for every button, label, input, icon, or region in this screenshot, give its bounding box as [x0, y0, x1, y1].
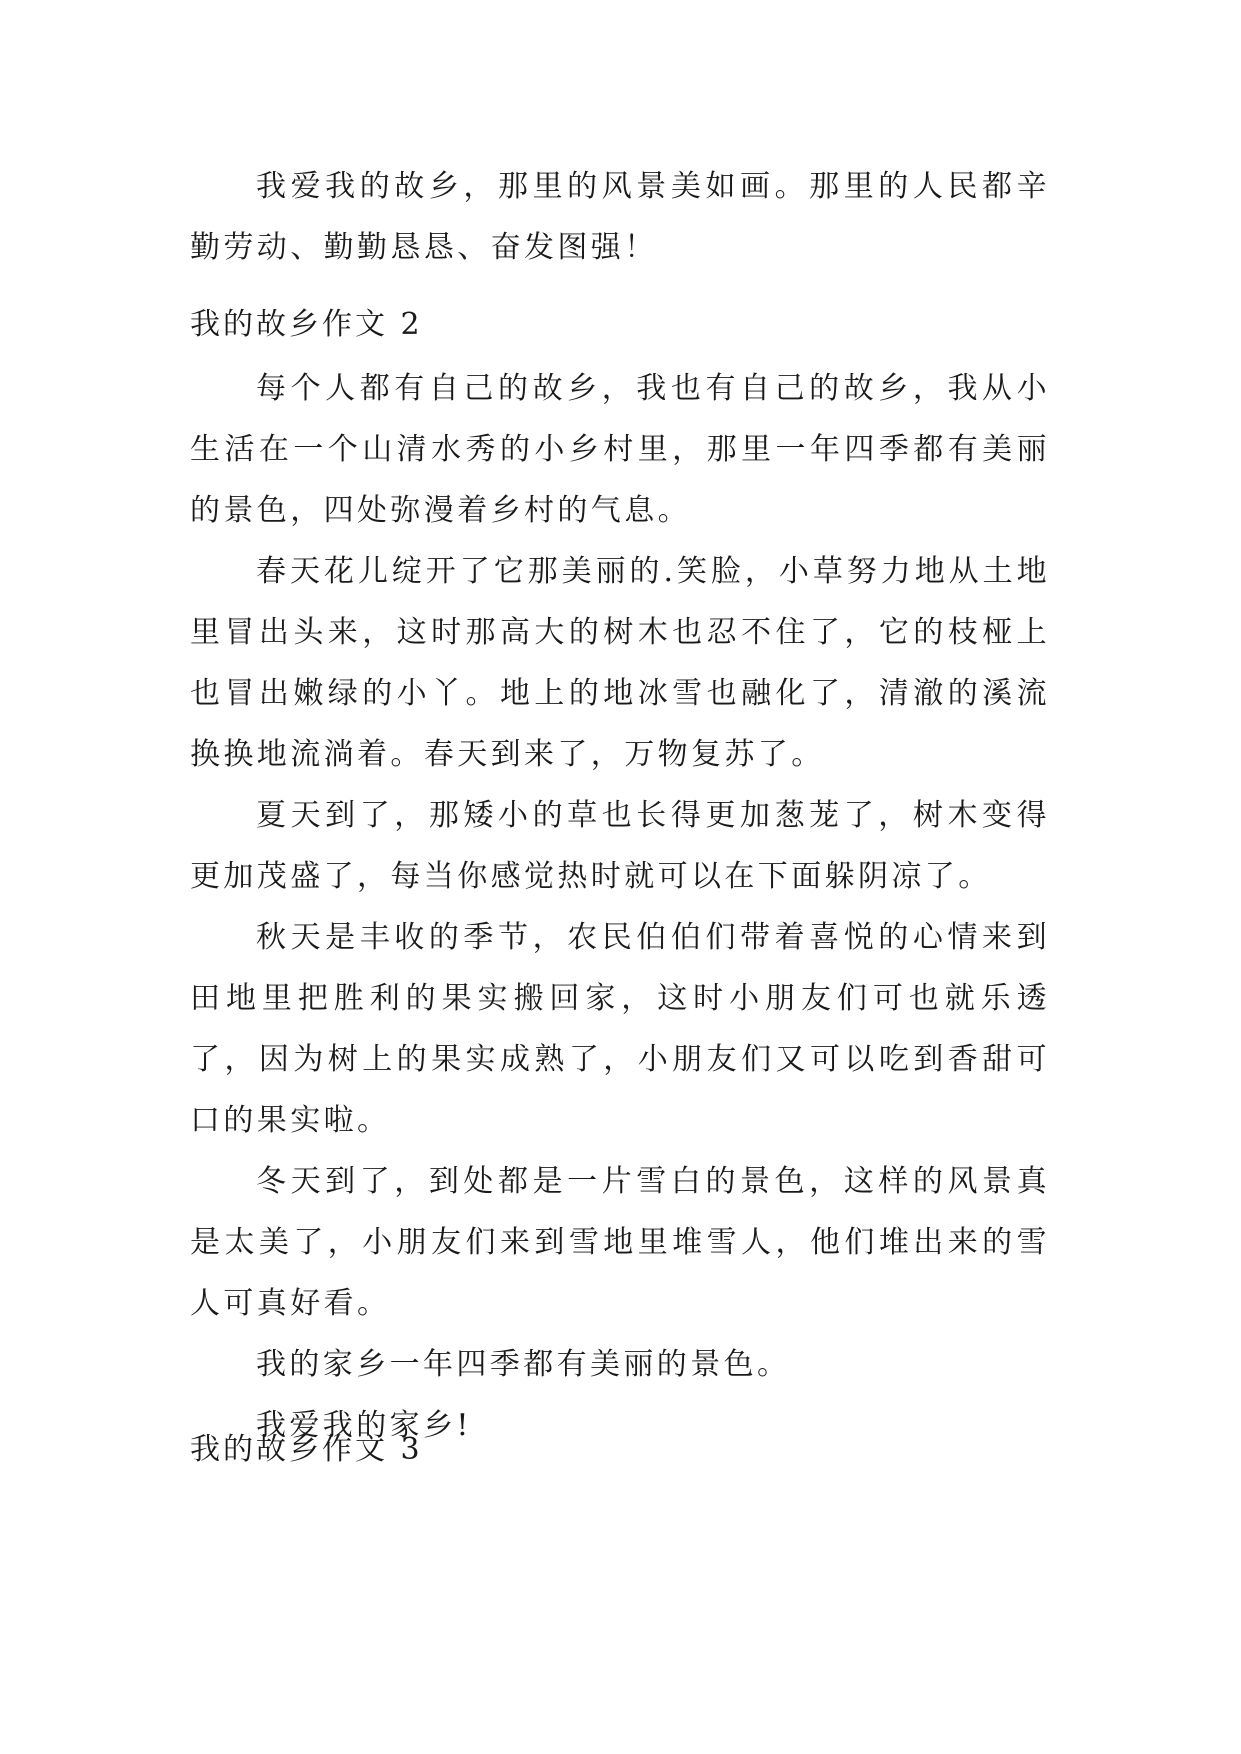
section-2-body: [190, 358, 1050, 1456]
section-1-body: [190, 156, 1050, 278]
paragraph: 我爱我的故乡，那里的风景美如画。那里的人民都辛勤劳动、勤勤恳恳、奋发图强！: [190, 169, 1050, 265]
paragraph: 我爱我的家乡!: [256, 1408, 472, 1443]
paragraph: 春天花儿绽开了它那美丽的.笑脸，小草努力地从土地里冒出头来，这时那高大的树木也忍不住了，它的枝桠上也冒出嫩绿的小丫。地上的地冰雪也融化了，清澈的溪流换换地流淌着。春天到来了，万物复苏了。: [190, 554, 1050, 772]
paragraph: 每个人都有自己的故乡，我也有自己的故乡，我从小生活在一个山清水秀的小乡村里，那里一年四季都有美丽的景色，四处弥漫着乡村的气息。: [190, 371, 1050, 528]
paragraph: 夏天到了，那矮小的草也长得更加葱茏了，树木变得更加茂盛了，每当你感觉热时就可以在下面躲阴凉了。: [190, 798, 1050, 894]
section-2-title: 我的故乡作文 2: [190, 307, 423, 342]
paragraph: 秋天是丰收的季节，农民伯伯们带着喜悦的心情来到田地里把胜利的果实搬回家，这时小朋友们可也就乐透了，因为树上的果实成熟了，小朋友们又可以吃到香甜可口的果实啦。: [190, 920, 1050, 1138]
section-3-title: 我的故乡作文 3: [190, 1432, 423, 1467]
paragraph: 我的家乡一年四季都有美丽的景色。: [256, 1347, 791, 1382]
paragraph: 冬天到了，到处都是一片雪白的景色，这样的风景真是太美了，小朋友们来到雪地里堆雪人，他们堆出来的雪人可真好看。: [190, 1164, 1050, 1321]
